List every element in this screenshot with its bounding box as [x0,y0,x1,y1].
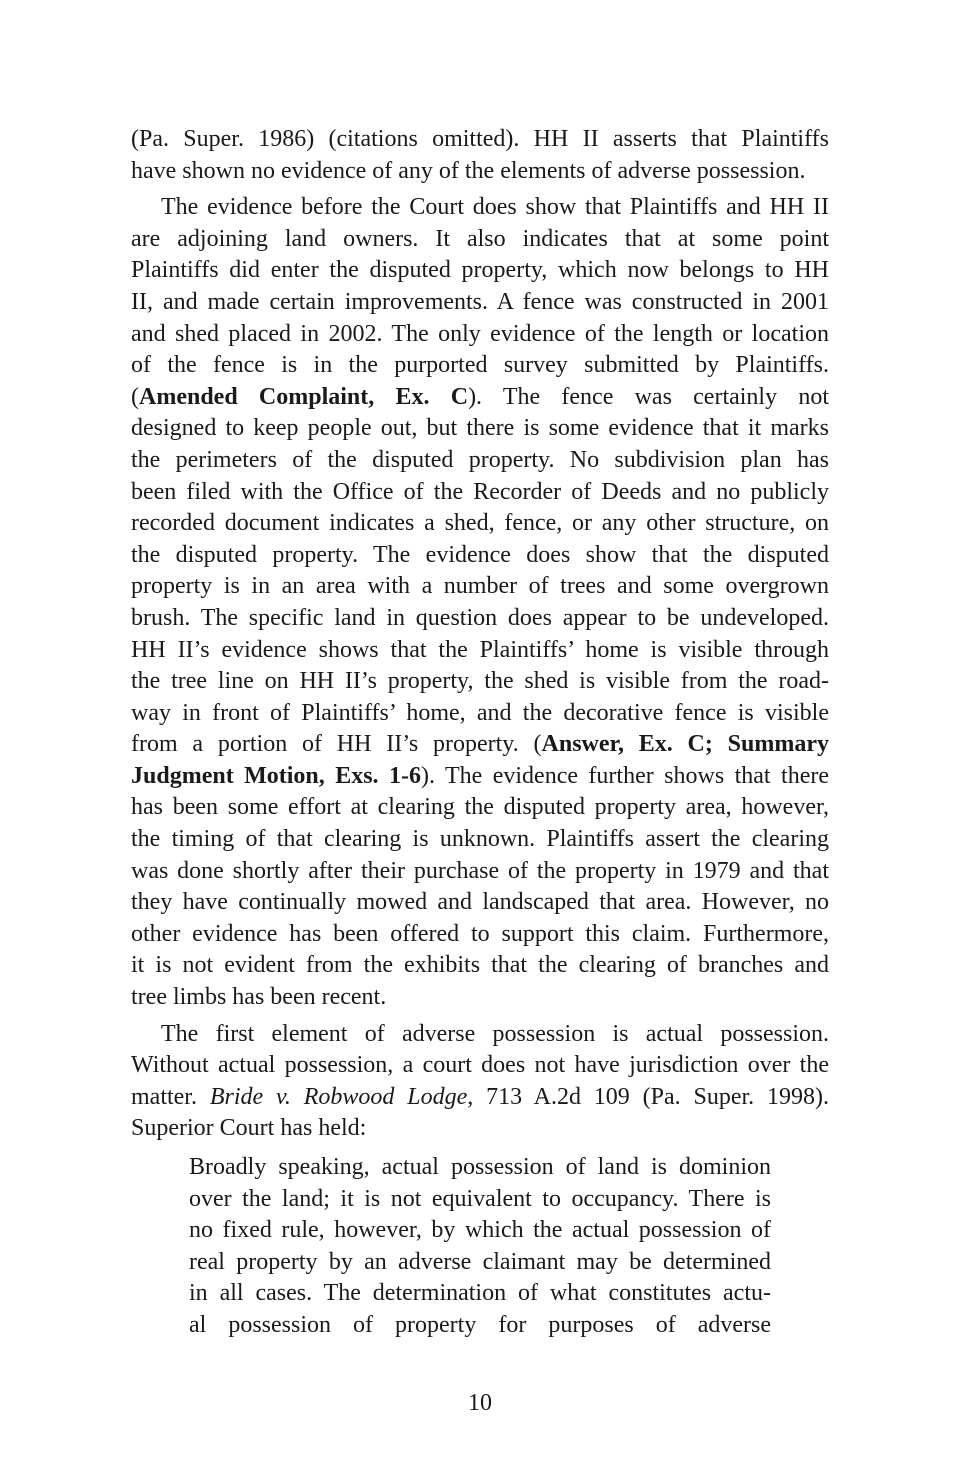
text-line [131,761,829,793]
text-line: the timing of that clearing is unknown. Plaintiffs assert the clearing [131,826,829,853]
body-text [131,124,829,1145]
text-line: Superior Court has held: [131,1115,367,1142]
citation-bold: Answer, Ex. C; Summary [541,731,829,758]
quote-line: Broadly speaking, actual possession of land is dominion [189,1154,771,1180]
paragraph-2 [131,192,829,1013]
text-line [131,382,829,414]
text-line: Plaintiffs did enter the disputed property, which now belongs to HH [131,257,829,284]
text-line: The evidence before the Court does show that Plaintiffs and HH II [161,194,829,221]
text-line: designed to keep people out, but there is some evidence that it marks [131,415,829,442]
text-line [131,1082,829,1114]
text-line: Without actual possession, a court does not have jurisdiction over the [131,1052,829,1079]
text-run: , 713 A.2d 109 (Pa. Super. 1998). [467,1083,829,1110]
text-line: was done shortly after their purchase of the property in 1979 and that [131,857,829,884]
page-number: 10 [468,1390,492,1416]
citation-bold: Judgment Motion, Exs. 1-6 [131,762,421,789]
text-line: the tree line on HH II’s property, the shed is visible from the road- [131,668,829,695]
case-name-italic: Bride v. Robwood Lodge [209,1083,468,1110]
block-quote [189,1152,771,1342]
text-run: matter. [131,1083,210,1110]
quote-line: in all cases. The determination of what constitutes actu- [189,1280,771,1307]
text-line: II, and made certain improvements. A fence was constructed in 2001 [131,288,829,315]
quote-line: al possession of property for purposes of adverse [189,1311,771,1338]
quote-line: over the land; it is not equivalent to occupancy. There is [189,1185,771,1212]
text-run: ( [131,383,139,410]
text-line: the perimeters of the disputed property. No subdivision plan has [131,446,829,473]
paragraph-1 [131,124,829,187]
text-run: from a portion of HH II’s property. ( [131,731,542,758]
text-line: brush. The specific land in question does appear to be undeveloped. [131,604,829,631]
quote-line: real property by an adverse claimant may be determined [189,1248,771,1275]
text-line: they have continually mowed and landscaped that area. However, no [131,889,829,916]
text-line [131,729,829,761]
text-line: other evidence has been offered to support this claim. Furthermore, [131,920,829,947]
text-line: way in front of Plaintiffs’ home, and the decorative fence is visible [131,699,829,726]
text-line: have shown no evidence of any of the elements of adverse possession. [131,157,806,184]
text-line: (Pa. Super. 1986) (citations omitted). HH II asserts that Plaintiffs [131,126,829,152]
text-line: tree limbs has been recent. [131,984,387,1011]
text-line: has been some effort at clearing the disputed property area, however, [131,794,829,821]
text-line: of the fence is in the purported survey submitted by Plaintiffs. [131,352,829,379]
text-run: ). The evidence further shows that there [420,762,829,789]
text-line: property is in an area with a number of trees and some overgrown [131,573,829,600]
text-line: The first element of adverse possession is actual possession. [161,1020,829,1047]
quote-line: no fixed rule, however, by which the actual possession of [189,1217,771,1244]
text-line: and shed placed in 2002. The only evidence of the length or location [131,320,829,347]
citation-bold: Amended Complaint, Ex. C [139,383,469,410]
text-line: the disputed property. The evidence does show that the disputed [131,541,829,568]
text-line: been filed with the Office of the Recorder of Deeds and no publicly [131,478,829,505]
text-line: are adjoining land owners. It also indicates that at some point [131,225,829,252]
text-run: ). The fence was certainly not [468,383,829,410]
paragraph-3 [131,1019,829,1145]
text-line: recorded document indicates a shed, fence, or any other structure, on [131,510,829,537]
text-line: it is not evident from the exhibits that the clearing of branches and [131,952,829,979]
text-line: HH II’s evidence shows that the Plaintiffs’ home is visible through [131,636,829,663]
